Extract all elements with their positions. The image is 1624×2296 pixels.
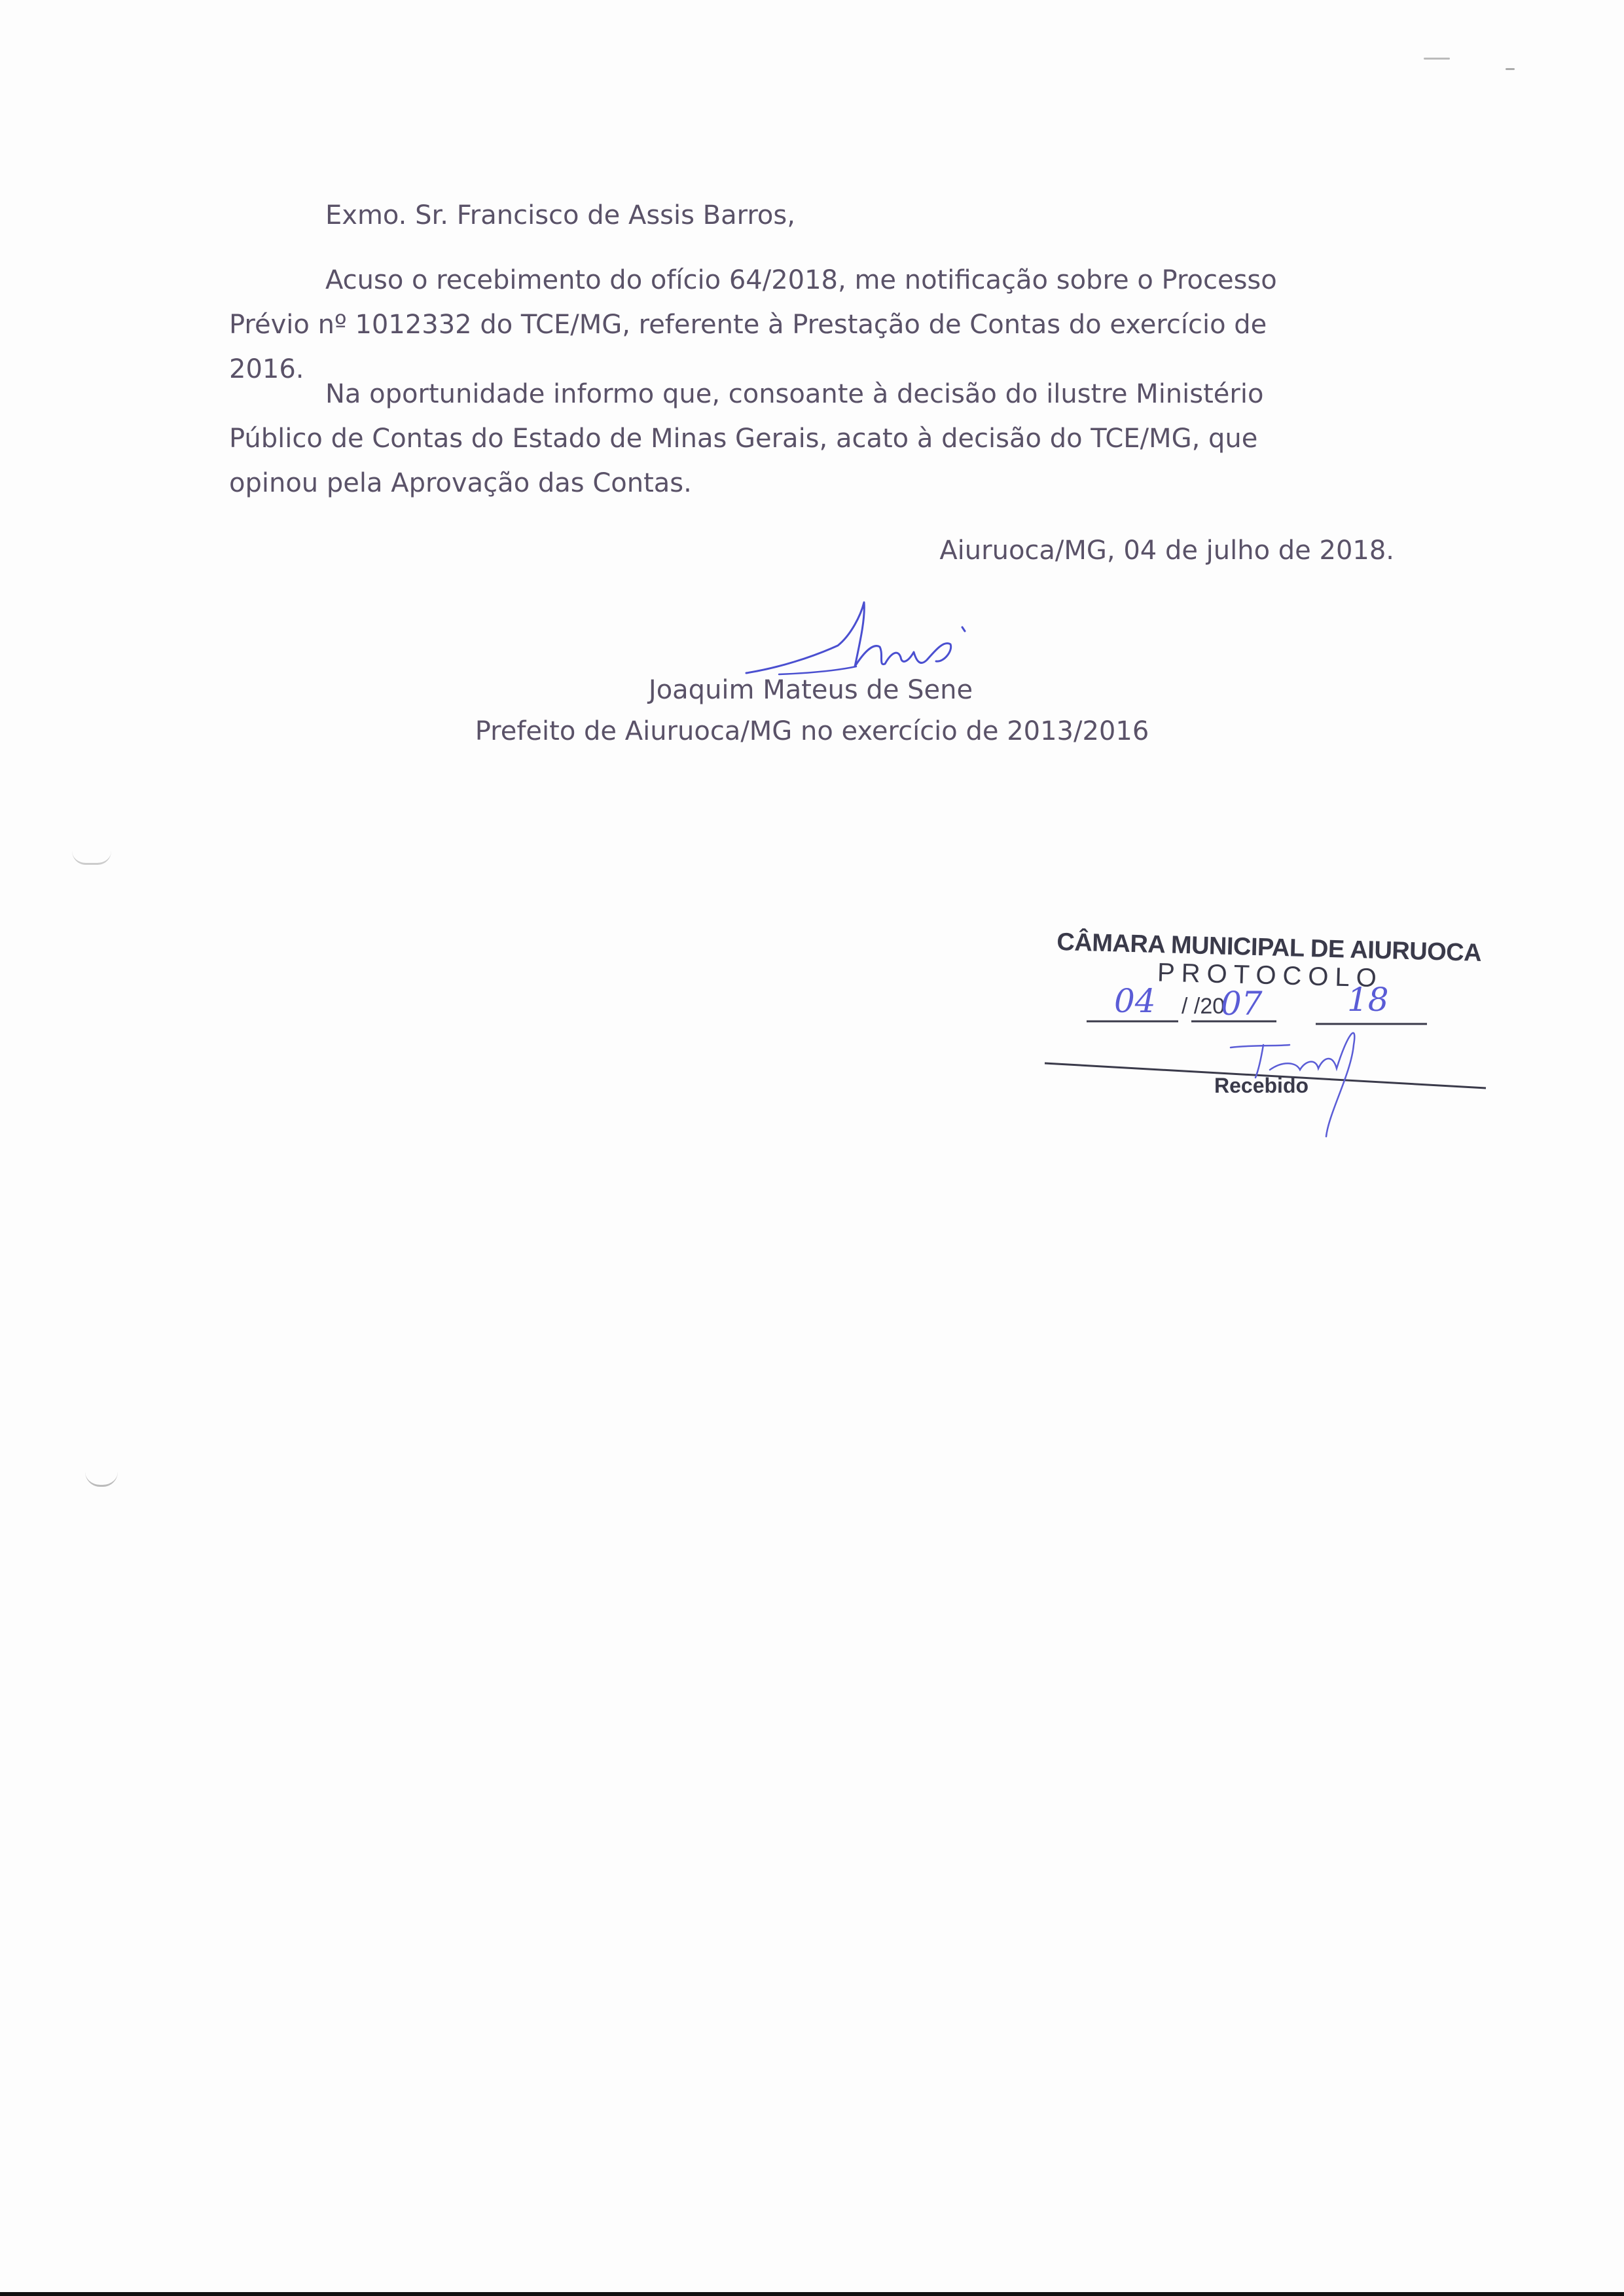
protocol-stamp bbox=[1041, 917, 1492, 1139]
scan-mark bbox=[85, 1472, 118, 1487]
place-date: Aiuruoca/MG, 04 de julho de 2018. bbox=[939, 536, 1394, 566]
stamp-title: CÂMARA MUNICIPAL DE AIURUOCA bbox=[1056, 928, 1482, 967]
signer-name: Joaquim Mateus de Sene bbox=[648, 675, 973, 705]
stamp-date-separator: / /20 bbox=[1182, 994, 1225, 1019]
letter-greeting: Exmo. Sr. Francisco de Assis Barros, bbox=[325, 200, 795, 230]
letter-paragraph-1: Acuso o recebimento do ofício 64/2018, me notificação sobre o Processo Prévio nº 1012332 do TCE/MG, referente à Prestação de Contas do exercício de 2016. bbox=[229, 265, 1277, 384]
letter-paragraph-2: Na oportunidade informo que, consoante à decisão do ilustre Ministério Público de Contas do Estado de Minas Gerais, acato à decisão do TCE/MG, que opinou pela Aprovação das Contas. bbox=[229, 379, 1264, 498]
stamp-month: 07 bbox=[1221, 985, 1263, 1023]
signer-role: Prefeito de Aiuruoca/MG no exercício de 2013/2016 bbox=[475, 716, 1149, 746]
stamp-received-label: Recebido bbox=[1214, 1074, 1309, 1097]
stamp-day: 04 bbox=[1114, 982, 1156, 1020]
page-bottom-edge bbox=[0, 2292, 1624, 2296]
scan-mark bbox=[1506, 68, 1515, 70]
scan-mark bbox=[1424, 58, 1450, 60]
stamp-year: 18 bbox=[1347, 981, 1389, 1019]
scan-mark bbox=[72, 851, 111, 865]
stamp-subtitle: PROTOCOLO bbox=[1157, 958, 1384, 993]
